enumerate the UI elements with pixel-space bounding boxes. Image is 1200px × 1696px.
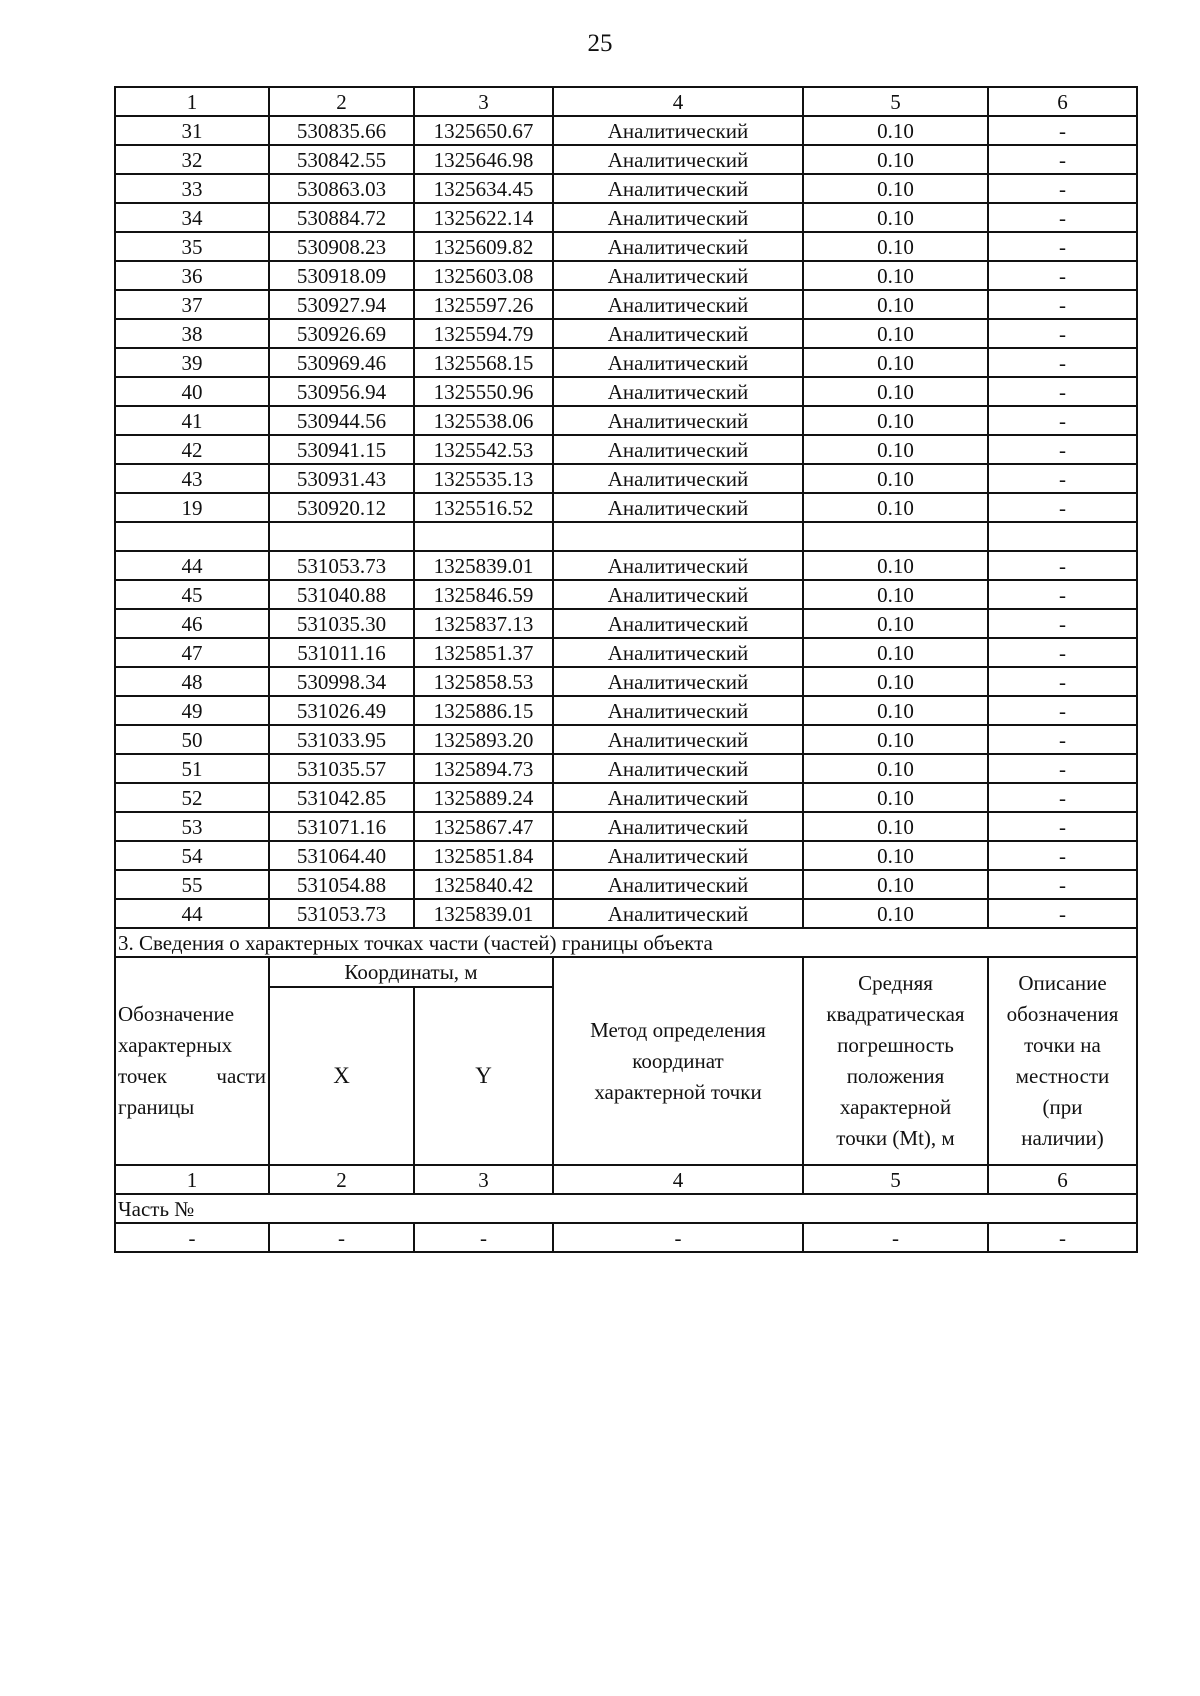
table-row bbox=[115, 870, 1137, 899]
mt-cell: 0.10 bbox=[803, 667, 988, 696]
section3-title: 3. Сведения о характерных точках части (частей) границы объекта bbox=[115, 928, 1137, 957]
empty-cell: - bbox=[115, 1223, 269, 1252]
mt-cell: 0.10 bbox=[803, 116, 988, 145]
point-number: 34 bbox=[115, 203, 269, 232]
mt-cell: 0.10 bbox=[803, 812, 988, 841]
mt-cell: 0.10 bbox=[803, 145, 988, 174]
empty-cell: - bbox=[414, 1223, 553, 1252]
method-cell: Аналитический bbox=[553, 203, 803, 232]
table-row bbox=[115, 290, 1137, 319]
y-coordinate: 1325894.73 bbox=[414, 754, 553, 783]
table-row bbox=[115, 319, 1137, 348]
x-coordinate: 530998.34 bbox=[269, 667, 414, 696]
mt-line: погрешность bbox=[837, 1033, 954, 1057]
mt-line: квадратическая bbox=[826, 1002, 965, 1026]
method-cell: Аналитический bbox=[553, 464, 803, 493]
blank-cell bbox=[269, 522, 414, 551]
designation-line: Обозначение bbox=[118, 1002, 235, 1026]
method-cell: Аналитический bbox=[553, 435, 803, 464]
y-coordinate: 1325609.82 bbox=[414, 232, 553, 261]
method-cell: Аналитический bbox=[553, 667, 803, 696]
mt-cell: 0.10 bbox=[803, 435, 988, 464]
mt-cell: 0.10 bbox=[803, 638, 988, 667]
table-row bbox=[115, 580, 1137, 609]
y-coordinate: 1325594.79 bbox=[414, 319, 553, 348]
point-number: 54 bbox=[115, 841, 269, 870]
point-number: 49 bbox=[115, 696, 269, 725]
method-cell: Аналитический bbox=[553, 725, 803, 754]
description-cell: - bbox=[988, 783, 1137, 812]
table-row bbox=[115, 609, 1137, 638]
col-number-2: 2 bbox=[269, 87, 414, 116]
description-cell: - bbox=[988, 493, 1137, 522]
description-cell: - bbox=[988, 580, 1137, 609]
point-number: 46 bbox=[115, 609, 269, 638]
method-cell: Аналитический bbox=[553, 638, 803, 667]
x-coordinate: 530969.46 bbox=[269, 348, 414, 377]
mt-cell: 0.10 bbox=[803, 899, 988, 928]
table-row bbox=[115, 116, 1137, 145]
y-coordinate: 1325538.06 bbox=[414, 406, 553, 435]
page-number: 25 bbox=[587, 30, 613, 57]
col-number-6: 6 bbox=[988, 1165, 1137, 1194]
method-cell: Аналитический bbox=[553, 812, 803, 841]
x-coordinate: 530931.43 bbox=[269, 464, 414, 493]
method-cell: Аналитический bbox=[553, 754, 803, 783]
description-cell: - bbox=[988, 725, 1137, 754]
description-cell: - bbox=[988, 290, 1137, 319]
point-number: 45 bbox=[115, 580, 269, 609]
y-coordinate: 1325550.96 bbox=[414, 377, 553, 406]
y-coordinate: 1325568.15 bbox=[414, 348, 553, 377]
y-coordinate: 1325603.08 bbox=[414, 261, 553, 290]
x-coordinate: 530927.94 bbox=[269, 290, 414, 319]
description-cell: - bbox=[988, 638, 1137, 667]
empty-cell: - bbox=[553, 1223, 803, 1252]
table-row bbox=[115, 696, 1137, 725]
mt-cell: 0.10 bbox=[803, 464, 988, 493]
point-number: 47 bbox=[115, 638, 269, 667]
desc-line: наличии) bbox=[1021, 1126, 1104, 1150]
y-coordinate: 1325634.45 bbox=[414, 174, 553, 203]
method-line: характерной точки bbox=[594, 1079, 762, 1104]
designation-line: характерных bbox=[118, 1033, 233, 1057]
description-cell: - bbox=[988, 551, 1137, 580]
desc-line: обозначения bbox=[1006, 1002, 1119, 1026]
blank-cell bbox=[988, 522, 1137, 551]
mt-cell: 0.10 bbox=[803, 696, 988, 725]
x-coordinate: 531026.49 bbox=[269, 696, 414, 725]
table-row bbox=[115, 261, 1137, 290]
point-number: 51 bbox=[115, 754, 269, 783]
y-coordinate: 1325650.67 bbox=[414, 116, 553, 145]
description-header bbox=[988, 957, 1137, 1165]
col-number-4: 4 bbox=[553, 1165, 803, 1194]
description-cell: - bbox=[988, 377, 1137, 406]
method-cell: Аналитический bbox=[553, 261, 803, 290]
y-coordinate: 1325840.42 bbox=[414, 870, 553, 899]
y-coordinate: 1325646.98 bbox=[414, 145, 553, 174]
x-coordinate: 531053.73 bbox=[269, 899, 414, 928]
table-row bbox=[115, 493, 1137, 522]
y-coordinate: 1325893.20 bbox=[414, 725, 553, 754]
x-coordinate: 530926.69 bbox=[269, 319, 414, 348]
point-number: 44 bbox=[115, 899, 269, 928]
description-cell: - bbox=[988, 319, 1137, 348]
point-number: 39 bbox=[115, 348, 269, 377]
mt-line: характерной bbox=[839, 1095, 952, 1119]
table-row bbox=[115, 232, 1137, 261]
point-number: 53 bbox=[115, 812, 269, 841]
method-cell: Аналитический bbox=[553, 174, 803, 203]
point-number: 19 bbox=[115, 493, 269, 522]
table-row bbox=[115, 377, 1137, 406]
table-row bbox=[115, 667, 1137, 696]
empty-cell: - bbox=[269, 1223, 414, 1252]
column-number-row bbox=[115, 87, 1137, 116]
x-coordinate: 530944.56 bbox=[269, 406, 414, 435]
blank-cell bbox=[803, 522, 988, 551]
method-cell: Аналитический bbox=[553, 609, 803, 638]
blank-cell bbox=[414, 522, 553, 551]
mt-cell: 0.10 bbox=[803, 580, 988, 609]
description-cell: - bbox=[988, 812, 1137, 841]
part-label-row bbox=[115, 1194, 1137, 1223]
x-coordinate: 530884.72 bbox=[269, 203, 414, 232]
description-cell: - bbox=[988, 232, 1137, 261]
point-number: 43 bbox=[115, 464, 269, 493]
col-number-5: 5 bbox=[803, 87, 988, 116]
description-cell: - bbox=[988, 261, 1137, 290]
point-number: 38 bbox=[115, 319, 269, 348]
point-number: 50 bbox=[115, 725, 269, 754]
description-cell: - bbox=[988, 899, 1137, 928]
mt-cell: 0.10 bbox=[803, 261, 988, 290]
mt-cell: 0.10 bbox=[803, 783, 988, 812]
description-cell: - bbox=[988, 174, 1137, 203]
method-cell: Аналитический bbox=[553, 348, 803, 377]
mt-cell: 0.10 bbox=[803, 348, 988, 377]
method-cell: Аналитический bbox=[553, 319, 803, 348]
x-coordinate: 531035.57 bbox=[269, 754, 414, 783]
method-cell: Аналитический bbox=[553, 783, 803, 812]
mt-line: положения bbox=[846, 1064, 945, 1088]
description-cell: - bbox=[988, 406, 1137, 435]
x-coordinate: 531071.16 bbox=[269, 812, 414, 841]
description-cell: - bbox=[988, 754, 1137, 783]
method-cell: Аналитический bbox=[553, 551, 803, 580]
section3-column-number-row bbox=[115, 1165, 1137, 1194]
section3-header-row-1 bbox=[115, 957, 1137, 987]
x-coordinate: 530918.09 bbox=[269, 261, 414, 290]
mt-cell: 0.10 bbox=[803, 174, 988, 203]
method-cell: Аналитический bbox=[553, 580, 803, 609]
desc-line: точки на bbox=[1024, 1033, 1101, 1057]
description-cell: - bbox=[988, 870, 1137, 899]
mt-cell: 0.10 bbox=[803, 290, 988, 319]
point-number: 44 bbox=[115, 551, 269, 580]
mt-cell: 0.10 bbox=[803, 203, 988, 232]
blank-separator-row bbox=[115, 522, 1137, 551]
point-number: 52 bbox=[115, 783, 269, 812]
col-number-6: 6 bbox=[988, 87, 1137, 116]
table-row bbox=[115, 174, 1137, 203]
y-coordinate: 1325889.24 bbox=[414, 783, 553, 812]
x-coordinate: 531054.88 bbox=[269, 870, 414, 899]
description-cell: - bbox=[988, 696, 1137, 725]
coordinates-header: Координаты, м bbox=[269, 957, 553, 987]
desc-line: Описание bbox=[1018, 971, 1107, 995]
method-line: координат bbox=[632, 1048, 724, 1073]
x-coordinate: 530941.15 bbox=[269, 435, 414, 464]
mt-cell: 0.10 bbox=[803, 319, 988, 348]
empty-part-row bbox=[115, 1223, 1137, 1252]
description-cell: - bbox=[988, 841, 1137, 870]
y-coordinate: 1325851.84 bbox=[414, 841, 553, 870]
method-cell: Аналитический bbox=[553, 870, 803, 899]
method-cell: Аналитический bbox=[553, 406, 803, 435]
empty-cell: - bbox=[988, 1223, 1137, 1252]
method-cell: Аналитический bbox=[553, 232, 803, 261]
table-row bbox=[115, 754, 1137, 783]
mt-cell: 0.10 bbox=[803, 609, 988, 638]
table-row bbox=[115, 203, 1137, 232]
description-cell: - bbox=[988, 348, 1137, 377]
section3-title-row bbox=[115, 928, 1137, 957]
table-row bbox=[115, 783, 1137, 812]
method-cell: Аналитический bbox=[553, 377, 803, 406]
description-cell: - bbox=[988, 116, 1137, 145]
method-cell: Аналитический bbox=[553, 116, 803, 145]
method-cell: Аналитический bbox=[553, 696, 803, 725]
y-coordinate: 1325858.53 bbox=[414, 667, 553, 696]
mt-cell: 0.10 bbox=[803, 377, 988, 406]
mt-cell: 0.10 bbox=[803, 754, 988, 783]
point-number: 42 bbox=[115, 435, 269, 464]
x-coordinate: 530863.03 bbox=[269, 174, 414, 203]
table-row bbox=[115, 551, 1137, 580]
col-number-5: 5 bbox=[803, 1165, 988, 1194]
col-number-4: 4 bbox=[553, 87, 803, 116]
x-coordinate: 530842.55 bbox=[269, 145, 414, 174]
table-row bbox=[115, 638, 1137, 667]
col-number-1: 1 bbox=[115, 1165, 269, 1194]
point-number: 32 bbox=[115, 145, 269, 174]
desc-line: (при bbox=[1042, 1095, 1083, 1119]
y-coordinate: 1325516.52 bbox=[414, 493, 553, 522]
y-coordinate: 1325622.14 bbox=[414, 203, 553, 232]
x-coordinate: 531053.73 bbox=[269, 551, 414, 580]
part-label: Часть № bbox=[115, 1194, 1137, 1223]
blank-cell bbox=[115, 522, 269, 551]
point-number: 40 bbox=[115, 377, 269, 406]
description-cell: - bbox=[988, 667, 1137, 696]
mt-cell: 0.10 bbox=[803, 232, 988, 261]
method-line: Метод определения bbox=[590, 1017, 766, 1042]
table-row bbox=[115, 464, 1137, 493]
x-coordinate: 530920.12 bbox=[269, 493, 414, 522]
x-coordinate: 531040.88 bbox=[269, 580, 414, 609]
method-cell: Аналитический bbox=[553, 493, 803, 522]
mt-cell: 0.10 bbox=[803, 551, 988, 580]
designation-line: точек части bbox=[118, 1064, 266, 1088]
method-cell: Аналитический bbox=[553, 290, 803, 319]
description-cell: - bbox=[988, 435, 1137, 464]
table-row bbox=[115, 406, 1137, 435]
point-number: 31 bbox=[115, 116, 269, 145]
col-number-1: 1 bbox=[115, 87, 269, 116]
table-row bbox=[115, 435, 1137, 464]
mt-cell: 0.10 bbox=[803, 406, 988, 435]
y-coordinate: 1325867.47 bbox=[414, 812, 553, 841]
table-row bbox=[115, 899, 1137, 928]
point-number: 55 bbox=[115, 870, 269, 899]
x-coordinate: 531035.30 bbox=[269, 609, 414, 638]
table-row bbox=[115, 841, 1137, 870]
mt-cell: 0.10 bbox=[803, 725, 988, 754]
description-cell: - bbox=[988, 145, 1137, 174]
boundary-points-table bbox=[114, 86, 1138, 1253]
x-coordinate: 531042.85 bbox=[269, 783, 414, 812]
y-coordinate: 1325837.13 bbox=[414, 609, 553, 638]
point-number: 35 bbox=[115, 232, 269, 261]
table-row bbox=[115, 812, 1137, 841]
x-coordinate: 531033.95 bbox=[269, 725, 414, 754]
point-number: 37 bbox=[115, 290, 269, 319]
y-coordinate: 1325886.15 bbox=[414, 696, 553, 725]
point-number: 33 bbox=[115, 174, 269, 203]
col-number-3: 3 bbox=[414, 87, 553, 116]
table-row bbox=[115, 348, 1137, 377]
mt-line: точки (Mt), м bbox=[836, 1126, 955, 1150]
mt-line: Средняя bbox=[858, 971, 933, 995]
table-row bbox=[115, 725, 1137, 754]
x-coordinate: 530956.94 bbox=[269, 377, 414, 406]
designation-header bbox=[115, 957, 269, 1165]
y-header: Y bbox=[414, 987, 553, 1165]
y-coordinate: 1325542.53 bbox=[414, 435, 553, 464]
description-cell: - bbox=[988, 464, 1137, 493]
x-coordinate: 531064.40 bbox=[269, 841, 414, 870]
y-coordinate: 1325846.59 bbox=[414, 580, 553, 609]
empty-cell: - bbox=[803, 1223, 988, 1252]
y-coordinate: 1325535.13 bbox=[414, 464, 553, 493]
y-coordinate: 1325851.37 bbox=[414, 638, 553, 667]
point-number: 48 bbox=[115, 667, 269, 696]
method-cell: Аналитический bbox=[553, 841, 803, 870]
mt-cell: 0.10 bbox=[803, 870, 988, 899]
y-coordinate: 1325839.01 bbox=[414, 899, 553, 928]
blank-cell bbox=[553, 522, 803, 551]
x-coordinate: 531011.16 bbox=[269, 638, 414, 667]
col-number-3: 3 bbox=[414, 1165, 553, 1194]
x-header: X bbox=[269, 987, 414, 1165]
desc-line: местности bbox=[1015, 1064, 1110, 1088]
mt-cell: 0.10 bbox=[803, 841, 988, 870]
y-coordinate: 1325597.26 bbox=[414, 290, 553, 319]
mt-header bbox=[803, 957, 988, 1165]
x-coordinate: 530908.23 bbox=[269, 232, 414, 261]
point-number: 36 bbox=[115, 261, 269, 290]
point-number: 41 bbox=[115, 406, 269, 435]
description-cell: - bbox=[988, 609, 1137, 638]
table-row bbox=[115, 145, 1137, 174]
method-cell: Аналитический bbox=[553, 145, 803, 174]
col-number-2: 2 bbox=[269, 1165, 414, 1194]
method-cell: Аналитический bbox=[553, 899, 803, 928]
description-cell: - bbox=[988, 203, 1137, 232]
method-header bbox=[553, 957, 803, 1165]
x-coordinate: 530835.66 bbox=[269, 116, 414, 145]
designation-line: границы bbox=[118, 1095, 195, 1119]
mt-cell: 0.10 bbox=[803, 493, 988, 522]
y-coordinate: 1325839.01 bbox=[414, 551, 553, 580]
